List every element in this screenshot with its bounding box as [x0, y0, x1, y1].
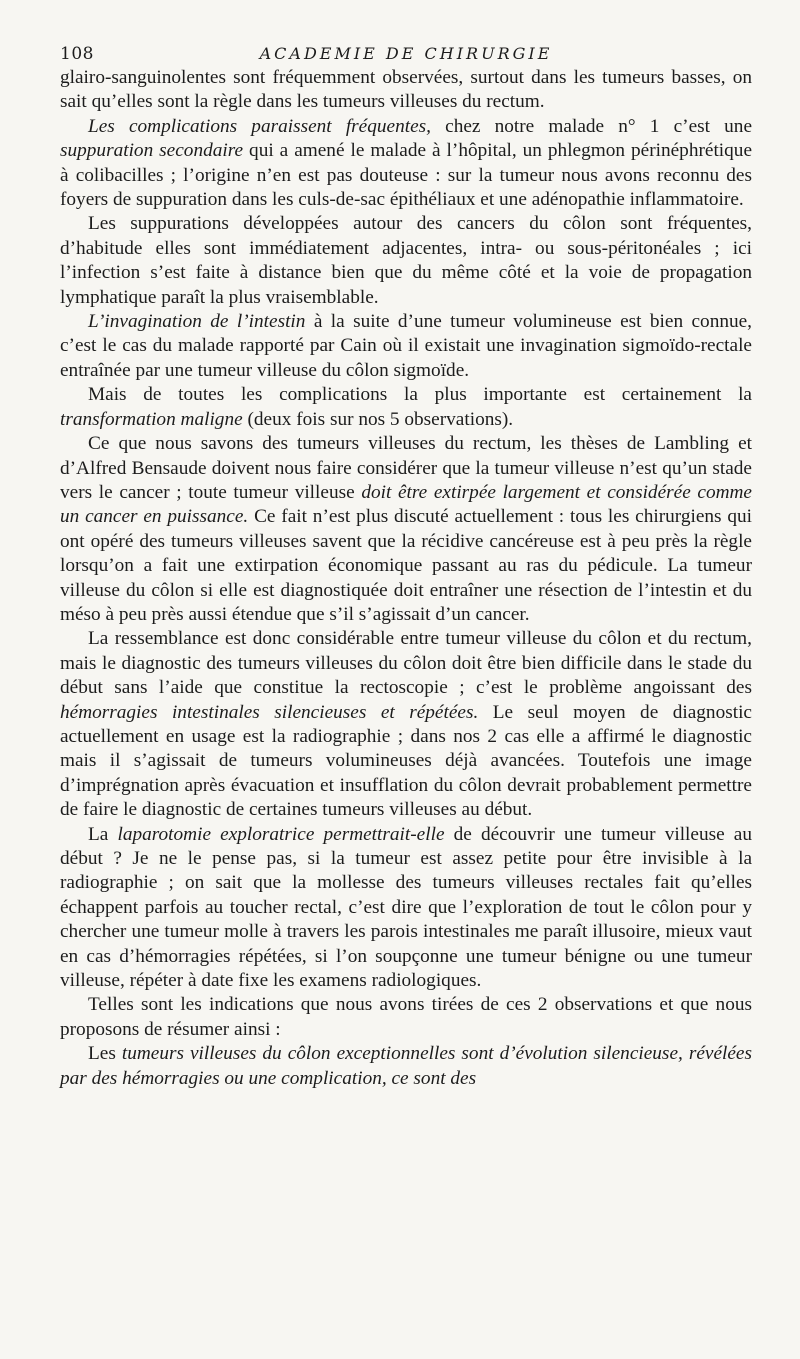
body-text: [60, 66, 752, 1091]
paragraph: [60, 1042, 752, 1091]
italic-run: L’invagination de l’intestin: [88, 311, 306, 333]
italic-run: hémorragies intestinales silencieuses et répétées.: [60, 701, 479, 723]
text-run: Ce que nous savons des tumeurs villeuses du rectum, les thèses de Lambling et d’Alfred Bensaude doivent nous faire considérer que la tumeur villeuse n’est qu’un stade vers le cancer ; toute tumeur villeuse: [60, 433, 752, 503]
text-run: Le seul moyen de diagnostic actuellement en usage est la radiographie ; dans nos 2 cas elle a affirmé le diagnostic mais il s’agissait de tumeurs volumineuses déjà avancées. Toutefois une image d’imprégnation après évacuation et insufflation du côlon devrait probablement permettre de faire le diagnostic de certaines tumeurs villeuses au début.: [60, 701, 752, 821]
paragraph: [60, 310, 752, 383]
paragraph: [60, 115, 752, 213]
text-run: Mais de toutes les complications la plus importante est certainement la: [88, 384, 752, 406]
paragraph: [60, 66, 752, 115]
text-run: qui a amené le malade à l’hôpital, un phlegmon périnéphrétique à colibacilles ; l’origine n’en est pas douteuse : sur la tumeur nous avons reconnu des foyers de suppuration dans les culs-de-sac épithéliaux et une adénopathie inflammatoire.: [60, 140, 752, 211]
page-header: [60, 0, 752, 66]
text-run: glairo-sanguinolentes sont fréquemment observées, surtout dans les tumeurs basses, on sait qu’elles sont la règle dans les tumeurs villeuses du rectum.: [60, 67, 752, 113]
text-run: à la suite d’une tumeur volumineuse est bien connue, c’est le cas du malade rapporté par Cain où il existait une invagination sigmoïdo-rectale entraînée par une tumeur villeuse du côlon sigmoïde.: [60, 311, 752, 381]
text-run: (deux fois sur nos 5 observations).: [242, 408, 514, 430]
text-run: Ce fait n’est plus discuté actuellement : tous les chirurgiens qui ont opéré des tumeurs villeuses savent que la récidive cancéreuse est à peu près la règle lorsqu’on a fait une extirpation économique passant au ras du pédicule. La tumeur villeuse du côlon si elle est diagnostiquée doit entraîner une résection de l’intestin et du méso à peu près aussi étendue que s’il s’agissait d’un cancer.: [60, 506, 752, 625]
italic-run: tumeurs villeuses du côlon exceptionnelles sont d’évolution silencieuse, révélées par des hémorragies ou une complication, ce sont des: [60, 1043, 752, 1089]
text-run: La ressemblance est donc considérable entre tumeur villeuse du côlon et du rectum, mais le diagnostic des tumeurs villeuses du côlon doit être bien difficile dans le stade du début sans l’aide que constitue la rectoscopie ; c’est le problème angoissant des: [60, 628, 752, 699]
paragraph: [60, 823, 752, 994]
paragraph: [60, 993, 752, 1042]
italic-run: suppuration secondaire: [60, 140, 244, 162]
running-title: ACADEMIE DE CHIRURGIE: [259, 44, 553, 63]
italic-run: laparotomie exploratrice permettrait-elle: [117, 823, 445, 845]
italic-run: doit être extirpée largement et considérée comme un cancer en puissance.: [60, 481, 752, 528]
text-run: Telles sont les indications que nous avons tirées de ces 2 observations et que nous proposons de résumer ainsi :: [60, 994, 752, 1040]
paragraph: [60, 627, 752, 822]
text-run: de découvrir une tumeur villeuse au début ? Je ne le pense pas, si la tumeur est assez petite pour être invisible à la radiographie ; on sait que la mollesse des tumeurs villeuses rectales fait qu’elles échappent parfois au toucher rectal, c’est dire que l’exploration de tout le côlon pour y chercher une tumeur molle à travers les parois intestinales me paraît illusoire, mieux vaut en cas d’hémorragies répétées, si l’on soupçonne une tumeur bénigne ou une tumeur villeuse, répéter à date fixe les examens radiologiques.: [60, 823, 752, 992]
paragraph: [60, 383, 752, 432]
text-run: La: [88, 823, 118, 845]
page-number: 108: [60, 44, 94, 64]
italic-run: Les complications paraissent fréquentes,: [88, 115, 431, 137]
paragraph: [60, 212, 752, 310]
italic-run: transformation maligne: [60, 408, 243, 430]
text-run: chez notre malade n° 1 c’est une: [430, 115, 753, 137]
text-run: Les suppurations développées autour des cancers du côlon sont fréquentes, d’habitude elles sont immédiatement adjacentes, intra- ou sous-péritonéales ; ici l’infection s’est faite à distance bien que du même côté et la voie de propagation lymphatique paraît la plus vraisemblable.: [60, 213, 752, 308]
text-run: Les: [88, 1043, 122, 1065]
paragraph: [60, 432, 752, 627]
